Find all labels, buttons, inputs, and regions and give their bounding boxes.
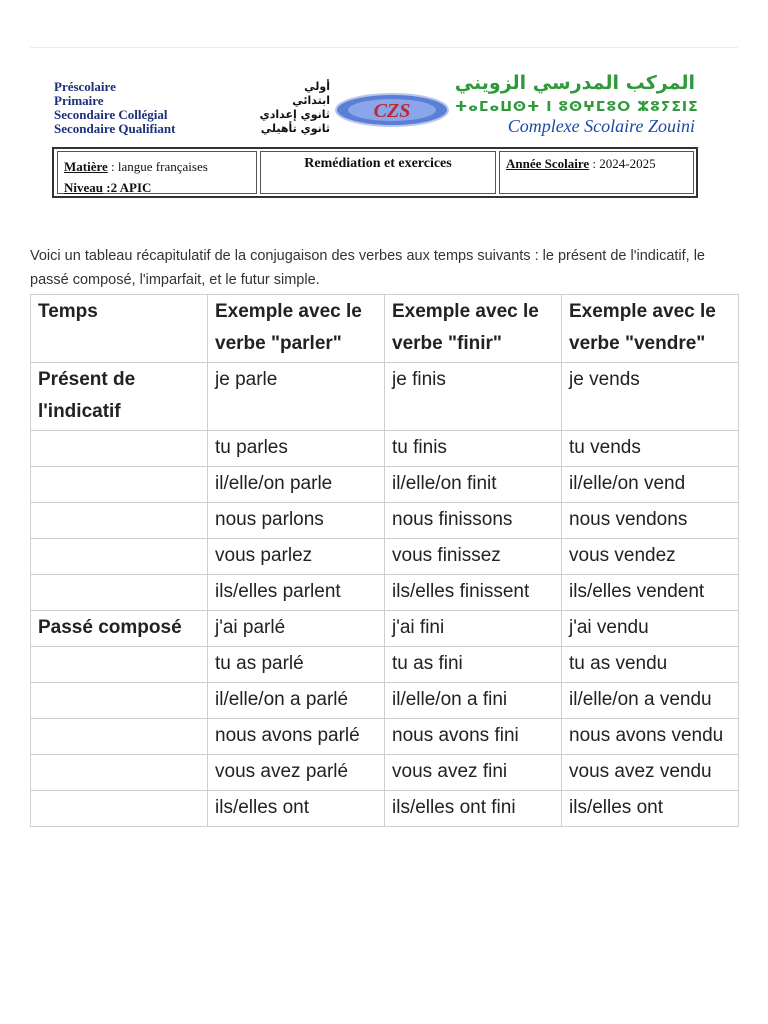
tifinagh-text: ⵜⴰⵎⴰⵡⵙⵜ ⵏ ⵓⵙⵖⵎⵓⵔ ⵣⵓⵢⵉⵏⵉ (455, 99, 699, 115)
school-logo (334, 92, 450, 128)
level-ar-4: ثانوي تأهيلي (260, 122, 330, 135)
cell-finir: tu as fini (385, 647, 562, 683)
cell-parler: j'ai parlé (208, 611, 385, 647)
cell-vendre: il/elle/on a vendu (562, 683, 739, 719)
table-row (31, 575, 739, 611)
cell-vendre: vous avez vendu (562, 755, 739, 791)
table-header-row (31, 295, 739, 363)
cell-vendre: il/elle/on vend (562, 467, 739, 503)
school-name-ar: المركب المدرسي الزويني (454, 72, 695, 94)
level-college: Secondaire Collégial (54, 107, 168, 122)
subject-label: Matière (64, 159, 108, 174)
cell-finir: tu finis (385, 431, 562, 467)
school-levels-fr (54, 80, 175, 136)
cell-temps (31, 467, 208, 503)
cell-temps (31, 755, 208, 791)
cell-temps: Passé composé (31, 611, 208, 647)
cell-parler: il/elle/on a parlé (208, 683, 385, 719)
conjugation-table (30, 294, 739, 827)
table-row (31, 503, 739, 539)
level-prescolaire: Préscolaire (54, 79, 116, 94)
table-body (31, 363, 739, 827)
cell-vendre: nous avons vendu (562, 719, 739, 755)
cell-finir: il/elle/on finit (385, 467, 562, 503)
table-row (31, 431, 739, 467)
cell-vendre: ils/elles vendent (562, 575, 739, 611)
header-finir: Exemple avec le verbe "finir" (385, 295, 562, 363)
cell-parler: il/elle/on parle (208, 467, 385, 503)
cell-temps (31, 539, 208, 575)
subject-value: : langue françaises (107, 159, 208, 174)
cell-finir: ils/elles finissent (385, 575, 562, 611)
level-label: Niveau (64, 180, 103, 195)
cell-finir: nous finissons (385, 503, 562, 539)
cell-parler: ils/elles parlent (208, 575, 385, 611)
table-row (31, 683, 739, 719)
cell-parler: vous parlez (208, 539, 385, 575)
level-primaire: Primaire (54, 93, 104, 108)
level-qualifiant: Secondaire Qualifiant (54, 121, 176, 136)
school-name-tifinagh (455, 99, 699, 115)
cell-finir: j'ai fini (385, 611, 562, 647)
cell-finir: ils/elles ont fini (385, 791, 562, 827)
cell-parler: je parle (208, 363, 385, 431)
school-year-value: : 2024-2025 (589, 156, 656, 171)
cell-temps (31, 683, 208, 719)
cell-temps (31, 791, 208, 827)
info-subject-level (57, 151, 257, 194)
level-ar-3: ثانوي إعدادي (259, 108, 330, 121)
logo-text: CZS (373, 100, 411, 122)
cell-finir: vous avez fini (385, 755, 562, 791)
table-row (31, 539, 739, 575)
cell-vendre: je vends (562, 363, 739, 431)
school-year (499, 151, 694, 194)
table-row (31, 647, 739, 683)
header-parler: Exemple avec le verbe "parler" (208, 295, 385, 363)
table-row (31, 467, 739, 503)
top-divider (30, 47, 738, 48)
cell-temps (31, 575, 208, 611)
school-name-fr: Complexe Scolaire Zouini (507, 116, 695, 136)
info-box (52, 147, 698, 198)
cell-temps (31, 431, 208, 467)
cell-vendre: vous vendez (562, 539, 739, 575)
level-value: :2 APIC (103, 180, 152, 195)
cell-temps (31, 719, 208, 755)
cell-parler: ils/elles ont (208, 791, 385, 827)
cell-parler: nous avons parlé (208, 719, 385, 755)
level-ar-1: أولي (304, 80, 330, 93)
level-line (64, 177, 250, 198)
cell-vendre: j'ai vendu (562, 611, 739, 647)
cell-parler: nous parlons (208, 503, 385, 539)
table-row (31, 791, 739, 827)
header-vendre: Exemple avec le verbe "vendre" (562, 295, 739, 363)
subject-line (64, 156, 250, 177)
table-row (31, 719, 739, 755)
table-row (31, 755, 739, 791)
document-title: Remédiation et exercices (260, 151, 496, 194)
intro-paragraph: Voici un tableau récapitulatif de la conjugaison des verbes aux temps suivants : le présent de l'indicatif, le passé composé, l'imparfait, et le futur simple. (30, 248, 706, 288)
header-temps: Temps (31, 295, 208, 363)
cell-vendre: tu as vendu (562, 647, 739, 683)
school-year-label: Année Scolaire (506, 156, 590, 171)
cell-parler: vous avez parlé (208, 755, 385, 791)
school-levels-ar (220, 80, 330, 136)
cell-temps (31, 647, 208, 683)
cell-vendre: ils/elles ont (562, 791, 739, 827)
cell-finir: je finis (385, 363, 562, 431)
table-row (31, 611, 739, 647)
cell-vendre: tu vends (562, 431, 739, 467)
cell-temps (31, 503, 208, 539)
cell-finir: il/elle/on a fini (385, 683, 562, 719)
cell-parler: tu as parlé (208, 647, 385, 683)
table-row (31, 363, 739, 431)
cell-finir: vous finissez (385, 539, 562, 575)
cell-finir: nous avons fini (385, 719, 562, 755)
cell-vendre: nous vendons (562, 503, 739, 539)
cell-parler: tu parles (208, 431, 385, 467)
cell-temps: Présent de l'indicatif (31, 363, 208, 431)
level-ar-2: ابتدائي (292, 94, 330, 107)
